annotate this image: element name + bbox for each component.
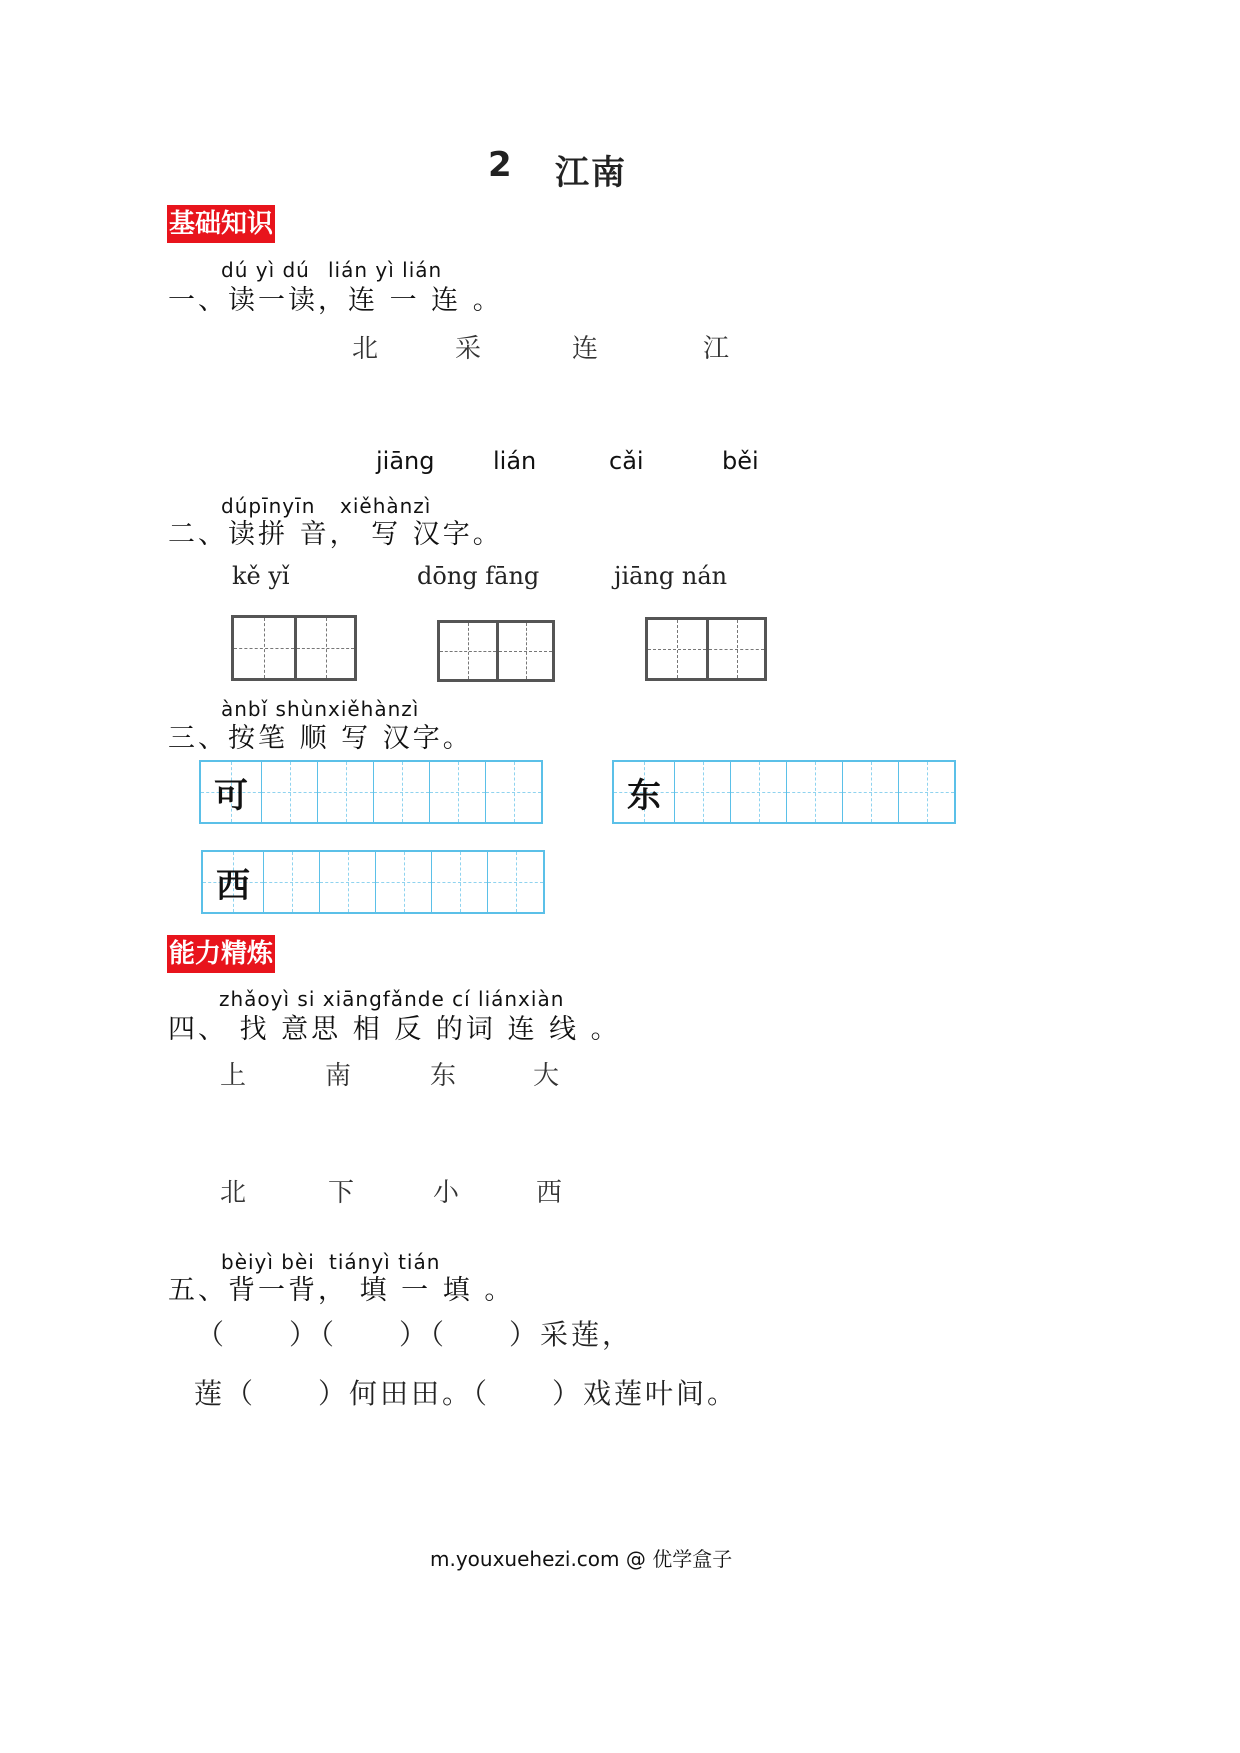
q2-writing-box-2[interactable] — [437, 620, 555, 682]
stroke-cell[interactable] — [375, 852, 431, 912]
q2-word-3-pinyin: jiāng nán — [614, 562, 728, 590]
q1-char-3: 连 — [572, 334, 599, 364]
model-char: 东 — [627, 775, 661, 816]
q5-line-1[interactable]: （ ）（ ）（ ）采莲， — [196, 1318, 634, 1351]
stroke-cell[interactable] — [263, 852, 319, 912]
page-title-number: 2 — [488, 145, 514, 185]
writing-cell[interactable] — [234, 618, 294, 678]
q2-word-1-pinyin: kě yǐ — [232, 562, 290, 590]
stroke-cell[interactable] — [429, 762, 485, 822]
stroke-cell[interactable] — [898, 762, 954, 822]
writing-cell[interactable] — [706, 620, 764, 678]
q2-prompt: 二、读拼 音， 写 汉字。 — [168, 519, 503, 550]
q2-word-2-pinyin: dōng fāng — [417, 562, 540, 590]
section-badge-ability: 能力精炼 — [167, 935, 275, 973]
writing-cell[interactable] — [294, 618, 354, 678]
stroke-cell[interactable] — [786, 762, 842, 822]
q4-top-4: 大 — [533, 1061, 560, 1091]
q1-prompt: 一、读一读，连 一 连 。 — [168, 285, 503, 316]
q1-pinyin-2: lián — [493, 447, 537, 475]
q1-pinyin-connect: lián yì lián — [328, 258, 443, 282]
q3-stroke-grid-2[interactable] — [612, 760, 956, 824]
model-char-cell — [203, 852, 263, 912]
q4-bottom-3: 小 — [433, 1178, 460, 1208]
q2-writing-box-3[interactable] — [645, 617, 767, 681]
q4-pinyin: zhǎoyì si xiāngfǎnde cí liánxiàn — [219, 987, 565, 1011]
stroke-cell[interactable] — [674, 762, 730, 822]
q1-char-2: 采 — [455, 334, 482, 364]
q5-pinyin-recite: bèiyì bèi — [221, 1250, 315, 1274]
footer-watermark: m.youxuehezi.com @ 优学盒子 — [430, 1547, 733, 1571]
q5-pinyin-fill: tiányì tián — [329, 1250, 441, 1274]
q4-top-3: 东 — [430, 1061, 457, 1091]
q1-pinyin-1: jiāng — [376, 447, 435, 475]
section-badge-basic: 基础知识 — [167, 205, 275, 243]
q3-pinyin: ànbǐ shùnxiěhànzì — [221, 697, 420, 721]
q4-top-2: 南 — [325, 1061, 352, 1091]
q5-prompt: 五、背一背， 填 一 填 。 — [168, 1275, 515, 1306]
q1-pinyin-read: dú yì dú — [221, 258, 310, 282]
q4-prompt: 四、 找 意思 相 反 的词 连 线 。 — [168, 1014, 621, 1045]
q3-stroke-grid-1[interactable] — [199, 760, 543, 824]
writing-cell[interactable] — [648, 620, 706, 678]
q1-char-1: 北 — [352, 334, 379, 364]
stroke-cell[interactable] — [373, 762, 429, 822]
writing-cell[interactable] — [440, 623, 496, 679]
model-char-cell — [201, 762, 261, 822]
q1-pinyin-4: běi — [722, 447, 759, 475]
q3-prompt: 三、按笔 顺 写 汉字。 — [168, 723, 473, 754]
q2-writing-box-1[interactable] — [231, 615, 357, 681]
q5-line-2[interactable]: 莲（ ）何田田。（ ）戏莲叶间。 — [194, 1377, 739, 1410]
stroke-cell[interactable] — [319, 852, 375, 912]
stroke-cell[interactable] — [842, 762, 898, 822]
stroke-cell[interactable] — [431, 852, 487, 912]
q4-bottom-2: 下 — [328, 1178, 355, 1208]
stroke-cell[interactable] — [317, 762, 373, 822]
model-char: 可 — [214, 775, 248, 816]
page-title: 江南 — [555, 153, 627, 193]
q4-bottom-1: 北 — [220, 1178, 247, 1208]
stroke-cell[interactable] — [261, 762, 317, 822]
q1-char-4: 江 — [703, 334, 730, 364]
q4-top-1: 上 — [220, 1061, 247, 1091]
q3-stroke-grid-3[interactable] — [201, 850, 545, 914]
model-char: 西 — [216, 865, 250, 906]
stroke-cell[interactable] — [487, 852, 543, 912]
model-char-cell — [614, 762, 674, 822]
stroke-cell[interactable] — [485, 762, 541, 822]
q1-pinyin-3: cǎi — [609, 447, 644, 475]
q4-bottom-4: 西 — [536, 1178, 563, 1208]
writing-cell[interactable] — [496, 623, 552, 679]
stroke-cell[interactable] — [730, 762, 786, 822]
q2-pinyin-write: xiěhànzì — [340, 494, 432, 518]
q2-pinyin-read: dúpīnyīn — [221, 494, 316, 518]
